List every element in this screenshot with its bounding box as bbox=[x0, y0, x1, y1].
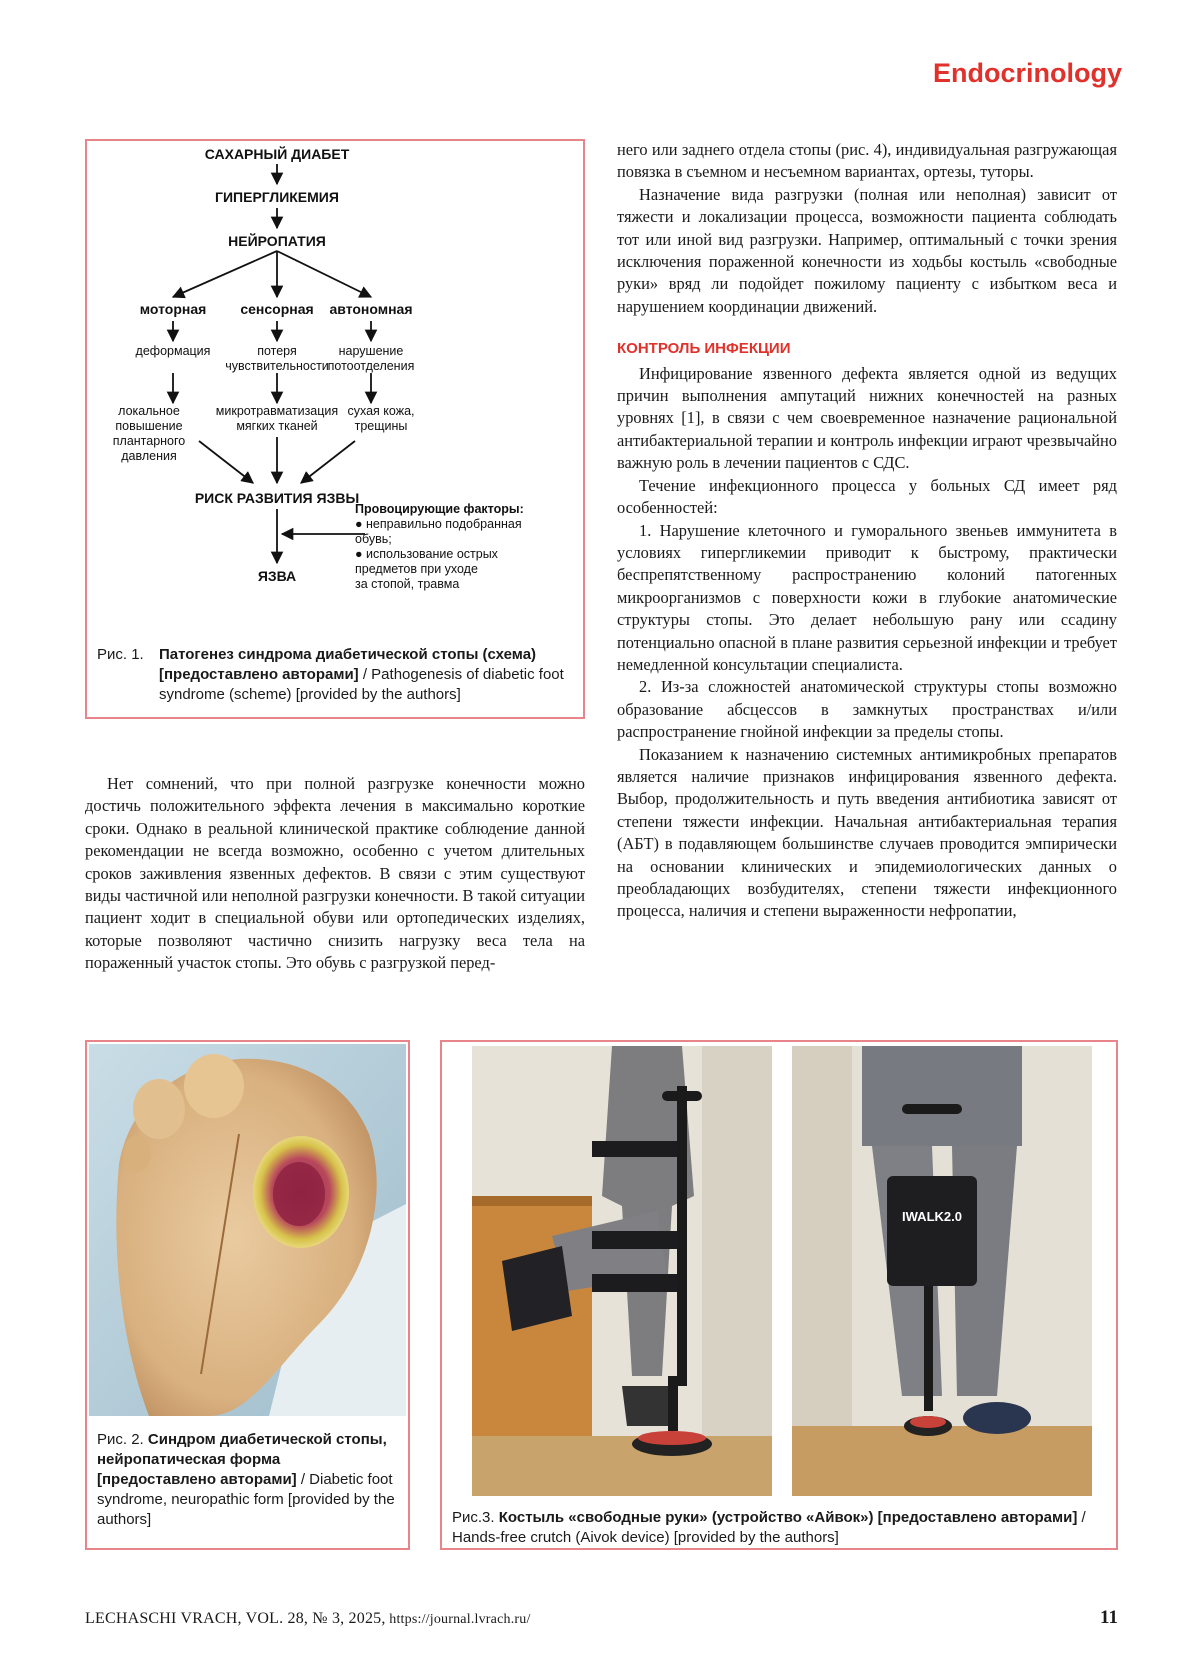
arrow bbox=[301, 441, 355, 483]
journal-footer bbox=[85, 1610, 531, 1628]
list-item: 2. Из-за сложностей анатомической структуры стопы возможно образование абсцессов в замкнутых пространствах и/или распространение гнойной инфекции за пределы стопы. bbox=[617, 677, 1117, 742]
result-autonomic: сухая кожа, bbox=[347, 404, 415, 418]
right-column bbox=[617, 139, 1117, 923]
caption-label: Рис.3. bbox=[452, 1509, 499, 1526]
caption-translation: / Pathogenesis of diabetic foot syndrome (scheme) [provided by the authors] bbox=[159, 666, 564, 703]
journal-url[interactable]: https://journal.lvrach.ru/ bbox=[385, 1612, 531, 1627]
section-heading: КОНТРОЛЬ ИНФЕКЦИИ bbox=[617, 340, 791, 358]
node-ulcer-risk: РИСК РАЗВИТИЯ ЯЗВЫ bbox=[194, 490, 360, 506]
factors-title: Провоцирующие факторы: bbox=[355, 502, 524, 516]
result-autonomic: трещины bbox=[354, 419, 408, 433]
effect-autonomic: нарушение bbox=[338, 344, 404, 358]
caption-title: Синдром диабетической стопы, нейропатическая форма [предоставлено авторами] bbox=[97, 1431, 387, 1488]
paragraph: него или заднего отдела стопы (рис. 4), индивидуальная разгружающая повязка в съемном и несъемном вариантах, ортезы, туторы. bbox=[617, 140, 1117, 182]
factor-item: за стопой, травма bbox=[355, 577, 460, 591]
crutch-front-photo bbox=[792, 1046, 1092, 1496]
journal-citation: LECHASCHI VRACH, VOL. 28, № 3, 2025, bbox=[85, 1610, 386, 1627]
node-neuropathy: НЕЙРОПАТИЯ bbox=[228, 233, 326, 249]
result-motor: давления bbox=[121, 449, 177, 463]
branch-motor: моторная bbox=[139, 301, 207, 317]
foot-ulcer-photo bbox=[89, 1044, 406, 1416]
figure-2-caption bbox=[97, 1430, 397, 1530]
paragraph: Нет сомнений, что при полной разгрузке конечности можно достичь положительного эффекта лечения в максимально короткие сроки. Однако в реальной клинической практике соблюдение данной рекомендации не всегда возможно, особенно с учетом длительных сроков заживления язвенных дефектов. В связи с этим существуют виды частичной или неполной разгрузки конечности. В такой ситуации пациент ходит в специальной обуви или ортопедических изделиях, которые позволяют частично снизить нагрузку веса тела на пораженный участок стопы. Это обувь с разгрузкой перед- bbox=[85, 774, 585, 973]
caption-title: Костыль «свободные руки» (устройство «Айвок») [предоставлено авторами] bbox=[498, 1509, 1078, 1526]
branch-autonomic: автономная bbox=[329, 301, 413, 317]
effect-autonomic: потоотделения bbox=[327, 359, 415, 373]
section-title: Endocrinology bbox=[933, 58, 1122, 88]
result-motor: повышение bbox=[115, 419, 183, 433]
factor-item: обувь; bbox=[355, 532, 392, 546]
branch-sensory: сенсорная bbox=[240, 301, 314, 317]
node-hyperglycemia: ГИПЕРГЛИКЕМИЯ bbox=[215, 189, 339, 205]
figure-1-caption bbox=[97, 645, 577, 703]
result-motor: локальное bbox=[118, 404, 180, 418]
paragraph: Течение инфекционного процесса у больных СД имеет ряд особенностей: bbox=[617, 475, 1117, 518]
crutch-side-photo bbox=[472, 1046, 772, 1496]
list-item: 1. Нарушение клеточного и гуморального звеньев иммунитета в условиях гипергликемии приводит к быстрому, практически беспрепятственному распространению колоний патогенных микроорганизмов с поверхности кожи в глубокие анатомические структуры стопы. Это делает небольшую рану или ссадину потенциально опасной в плане развития серьезной инфекции и требует немедленной консультации специалиста. bbox=[617, 520, 1117, 674]
caption-label: Рис. 1. bbox=[97, 646, 144, 663]
left-column bbox=[85, 773, 585, 975]
caption-translation: / Diabetic foot syndrome, neuropathic form [provided by the authors] bbox=[97, 1471, 395, 1528]
result-motor: плантарного bbox=[112, 434, 186, 448]
factor-item: ● использование острых bbox=[355, 547, 498, 561]
effect-sensory: потеря bbox=[257, 344, 297, 358]
figure-1 bbox=[85, 139, 585, 719]
caption-title: Патогенез синдрома диабетической стопы (схема) [предоставлено авторами] bbox=[159, 646, 537, 683]
arrow bbox=[277, 251, 371, 297]
paragraph: Показанием к назначению системных антимикробных препаратов является наличие признаков инфицирования язвенного дефекта. Выбор, продолжительность и путь введения антибиотика зависят от степени тяжести инфекции. Начальная антибактериальная терапия (АБТ) в подавляющем большинстве случаев проводится эмпирически на основании клинических и эпидемиологических данных о преобладающих возбудителях, степени тяжести инфекционного процесса, наличия и степени выраженности нефропатии, bbox=[617, 744, 1117, 921]
arrow bbox=[173, 251, 277, 297]
page-number: 11 bbox=[1100, 1607, 1118, 1628]
effect-motor: деформация bbox=[135, 344, 211, 358]
arrow bbox=[199, 441, 253, 483]
factor-item: ● неправильно подобранная bbox=[355, 517, 522, 531]
device-brand-label: IWALK2.0 bbox=[902, 1209, 962, 1224]
figure-3-caption bbox=[452, 1508, 1112, 1548]
pathogenesis-diagram bbox=[87, 141, 583, 641]
caption-translation: / Hands-free crutch (Aivok device) [provided by the authors] bbox=[452, 1509, 1086, 1546]
result-sensory: микротравматизация bbox=[215, 404, 339, 418]
caption-label: Рис. 2. bbox=[97, 1431, 148, 1448]
paragraph: Инфицирование язвенного дефекта является одной из ведущих причин выполнения ампутаций нижних конечностей на разных уровнях [1], в связи с чем своевременное назначение рациональной антибактериальной терапии и контроль инфекции играют чрезвычайно важную роль в лечении пациентов с СДС. bbox=[617, 363, 1117, 473]
node-ulcer: ЯЗВА bbox=[257, 568, 297, 584]
figure-3 bbox=[440, 1040, 1118, 1550]
factor-item: предметов при уходе bbox=[355, 562, 478, 576]
paragraph: Назначение вида разгрузки (полная или неполная) зависит от тяжести и локализации процесса, возможности пациента соблюдать тот или иной вид разгрузки. Например, оптимальный с точки зрения исключения пораженной конечности из ходьбы костыль «свободные руки» вряд ли подойдет пожилому пациенту с избытком веса и нарушением координации движений. bbox=[617, 184, 1117, 316]
figure-2 bbox=[85, 1040, 410, 1550]
effect-sensory: чувствительности bbox=[225, 359, 329, 373]
node-diabetes: САХАРНЫЙ ДИАБЕТ bbox=[204, 146, 350, 162]
result-sensory: мягких тканей bbox=[236, 419, 318, 433]
